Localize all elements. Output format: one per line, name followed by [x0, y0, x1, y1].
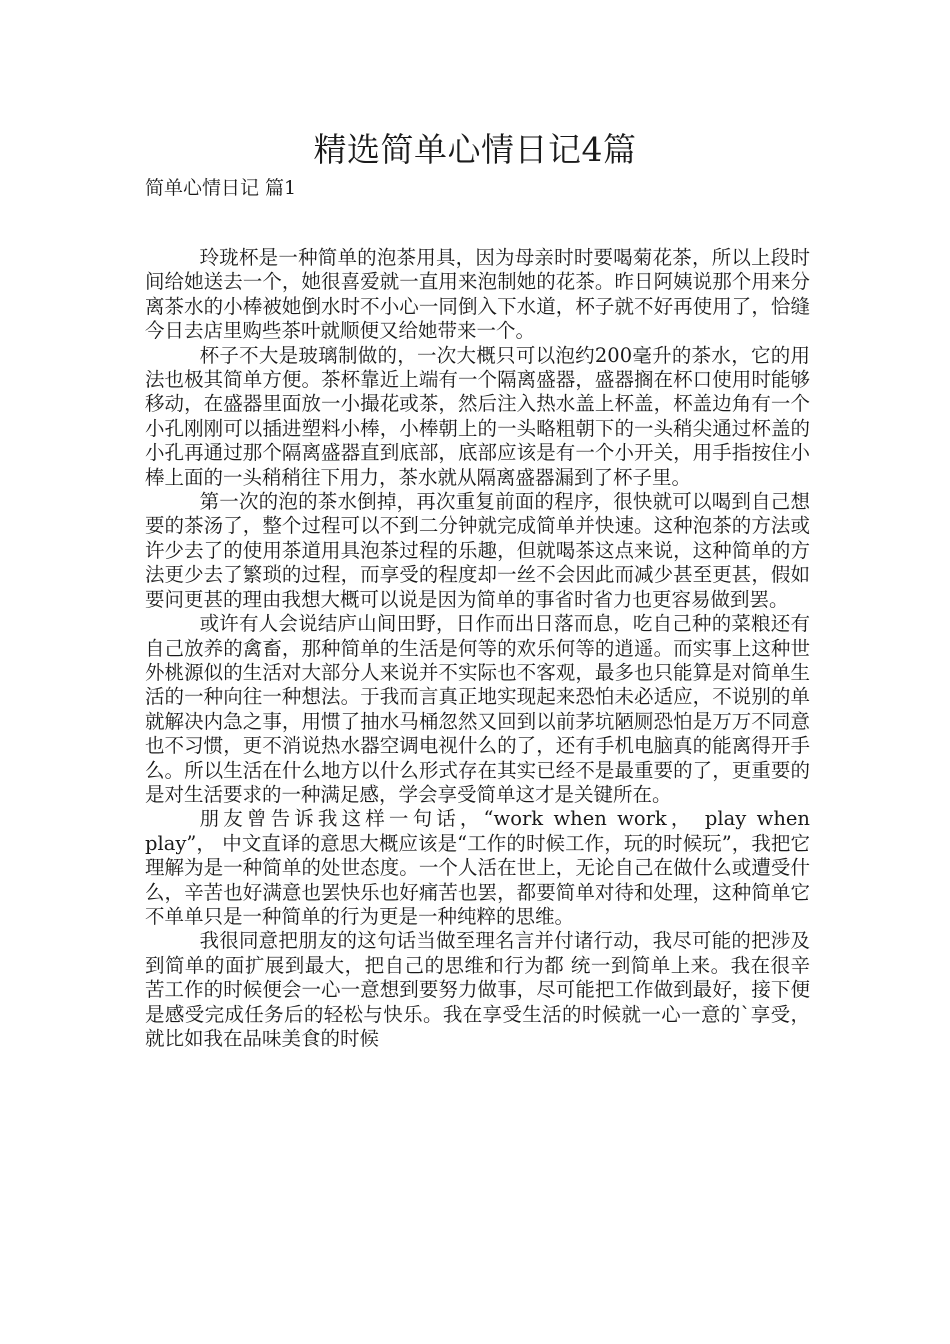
paragraph: 第一次的泡的茶水倒掉，再次重复前面的程序，很快就可以喝到自己想要的茶汤了，整个过程可以不到二分钟就完成简单并快速。这种泡茶的方法或许少去了的使用茶道用具泡茶过程的乐趣，但就喝茶这点来说，这种简单的方法更少去了繁琐的过程，而享受的程度却一丝不会因此而减少甚至更甚，假如要问更甚的理由我想大概可以说是因为简单的事省时省力也更容易做到罢。	[145, 490, 810, 611]
paragraph: 杯子不大是玻璃制做的，一次大概只可以泡约200毫升的茶水，它的用法也极其简单方便。茶杯靠近上端有一个隔离盛器，盛器搁在杯口使用时能够移动，在盛器里面放一小撮花或茶，然后注入热水盖上杯盖，杯盖边角有一个小孔刚刚可以插进塑料小棒，小棒朝上的一头略粗朝下的一头稍尖通过杯盖的小孔再通过那个隔离盛器直到底部，底部应该是有一个小开关，用手指按住小棒上面的一头稍稍往下用力，茶水就从隔离盛器漏到了杯子里。	[145, 343, 810, 489]
article-body	[145, 246, 810, 1051]
paragraph: 或许有人会说结庐山间田野，日作而出日落而息，吃自己种的菜粮还有自己放养的禽畜，那种简单的生活是何等的欢乐何等的逍遥。而实事上这种世外桃源似的生活对大部分人来说并不实际也不客观，最多也只能算是对简单生活的一种向往一种想法。于我而言真正地实现起来恐怕未必适应，不说别的单就解决内急之事，用惯了抽水马桶忽然又回到以前茅坑陋厕恐怕是万万不同意也不习惯，更不消说热水器空调电视什么的了，还有手机电脑真的能离得开手么。所以生活在什么地方以什么形式存在其实已经不是最重要的了，更重要的是对生活要求的一种满足感，学会享受简单这才是关键所在。	[145, 612, 810, 806]
paragraph: 朋友曾告诉我这样一句话，“work when work， play when play”， 中文直译的意思大概应该是“工作的时候工作，玩的时候玩”，我把它理解为是一种简单的处世态度。一个人活在世上，无论自己在做什么或遭受什么，辛苦也好满意也罢快乐也好痛苦也罢，都要简单对待和处理，这种简单它不单单只是一种简单的行为更是一种纯粹的思维。	[145, 807, 810, 928]
paragraph: 我很同意把朋友的这句话当做至理名言并付诸行动，我尽可能的把涉及到简单的面扩展到最大，把自己的思维和行为都 统一到简单上来。我在很辛苦工作的时候便会一心一意想到要努力做事，尽可能把工作做到最好，接下便是感受完成任务后的轻松与快乐。我在享受生活的时候就一心一意的`享受，就比如我在品味美食的时候	[145, 929, 810, 1050]
paragraph: 玲珑杯是一种简单的泡茶用具，因为母亲时时要喝菊花茶，所以上段时间给她送去一个，她很喜爱就一直用来泡制她的花茶。昨日阿姨说那个用来分离茶水的小棒被她倒水时不小心一同倒入下水道，杯子就不好再使用了，恰缝今日去店里购些茶叶就顺便又给她带来一个。	[145, 246, 810, 343]
section-heading: 简单心情日记 篇1	[145, 177, 297, 199]
page-title: 精选简单心情日记4篇	[313, 130, 637, 169]
